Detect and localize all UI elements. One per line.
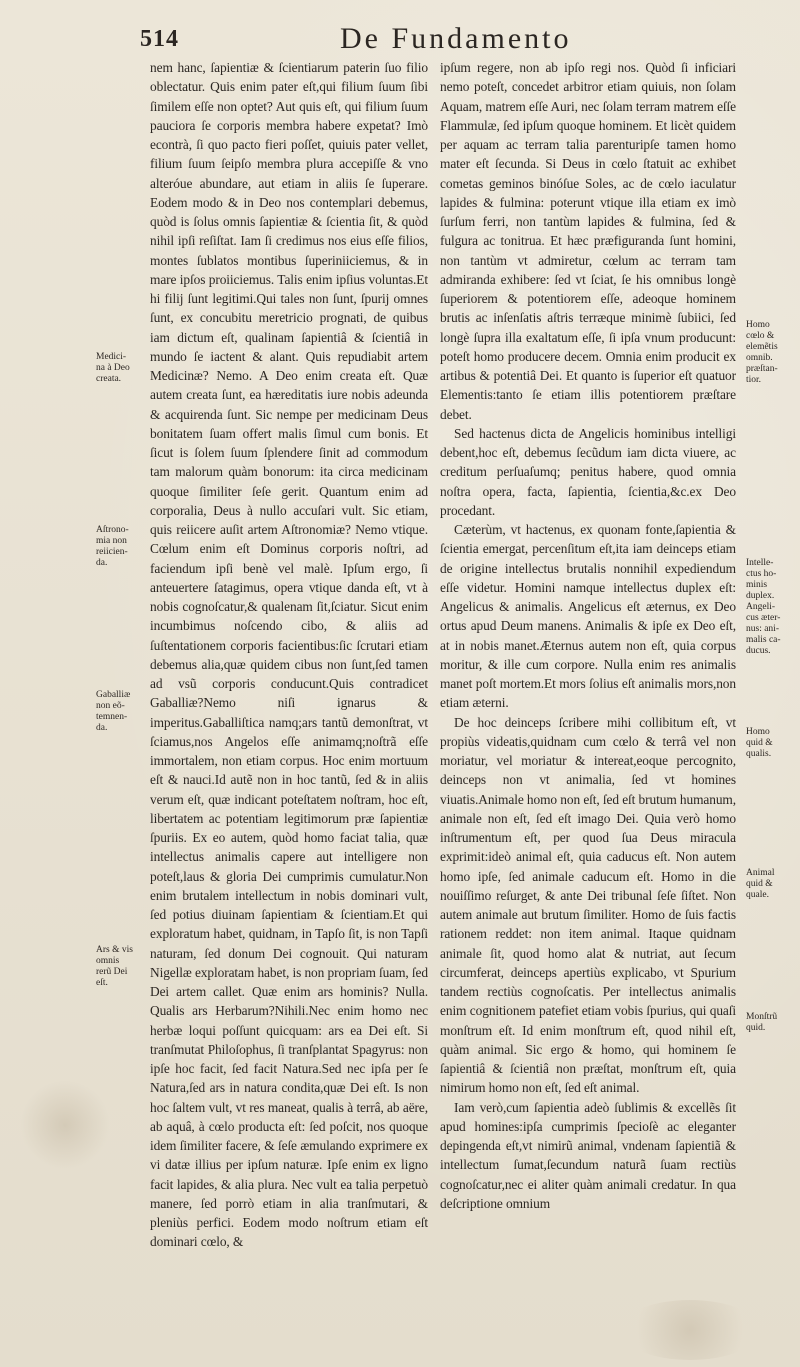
- margin-note-astronomy: Aſtrono- mia non reiicien- da.: [96, 525, 129, 568]
- left-text-column: [150, 58, 428, 1252]
- margin-note-monstrum: Monſtrũ quid.: [746, 1012, 778, 1033]
- running-head: De Fundamento: [340, 22, 572, 55]
- paragraph: Iam verò,cum ſapientia adeò ſublimis & excellẽs ſit apud homines:ipſa cumprimis ſpecioſè ac eleganter depingenda eſt,vt nimirũ animal, vndenam ſapientiã & intellectum ſumat,ſecundum naturã ſuam rectiùs cognoſcatur,nec ei aliter quàm animali credatur. In qua deſcriptione omnium: [440, 1099, 736, 1211]
- paragraph: Sed hactenus dicta de Angelicis hominibus intelligi debent,hoc eſt, debemus ſecũdum iam dicta viuere, ac creditum perſuaſumq; penitus habere, quod omnia noſtra opera, facta, ſapientia, ſcientia,&c.ex Deo procedant.: [440, 425, 736, 518]
- right-text-column: [440, 58, 736, 1213]
- paragraph: nem hanc, ſapientiæ & ſcientiarum paterin ſuo filio oblectatur. Quis enim pater eſt,qui filium ſuum ſibi ſimilem eſſe non optet? Aut quis eſt, qui filium ſuum pauciora ſe corporis membra habere expetat? Imò econtrà, ſi quo pacto fieri poſſet, quiuis pater vellet, filium ſuum ſeipſo membra plura accepiſſe & vno alteróue abundare, aut etiam in aliis ſe ſuperare. Eodem modo & in Deo nos contemplari debemus, quòd is ſolus omnis ſapientiæ & ſcientia ſit, & quòd nihil ipſi reſiſtat. Iam ſi credimus nos eius eſſe filios, montes ſublatos montibus ſuperiniiciemus, & in mare ipſos proiiciemus. Talis enim ipſius voluntas.Et hi filij ſunt legitimi.Qui tales non ſunt, ſpurij omnes ſunt, ex concubitu meretricio prognati, de quibus iam dictum eſt, qualinam ſapientiâ & ſcientiâ in mundo ſe iactent & alant. Quis repudiabit artem Medicinæ? Nemo. A Deo enim creata eſt. Quæ autem creata ſunt, ea hæreditatis iure nobis adeunda & acquirenda ſunt. Sic nempe per medicinam Deus bonitatem ſuam offert malis ſimul cum bonis. Et ſicut is ſolem ſuum ſplendere ſinit ad commodum tam malorum quàm bonorum: ita circa medicinam quoque ſimiliter ſeſe gerit. Quantum enim ad corporalia, Deus à nullo accuſari vult. Sic etiam, quis reiicere auſit artem Aſtronomiæ? Nemo vtique. Cœlum enim eſt Dominus corporis noſtri, ad faciendum ipſi benè vel malè. Ipſum ergo, ſi anteuertere ſatagimus, opera vtique danda eſt, vt à nobis cognoſcatur,& qualenam ſit,ſciatur. Sicut enim incumbimus noſcendo cibo, & aliis ad ſuſtentationem corporis facientibus:ſic ſcrutari etiam debemus alia,quæ quidem cibus non ſunt,ſed tamen ad vsũ corporis conducunt.Quis contradicet Gaballiæ?Nemo niſi ignarus & imperitus.Gaballiſtica namq;ars tantũ demonſtrat, vt ſciamus,nos Angelos eſſe animamq;noſtrã eſſe immortalem, non etiam corpus. Hoc enim mortuum eſt & nauci.Id autẽ non in hoc tantũ, ſed & in aliis verum eſt, quæ indicant poteſtatem noſtram, hoc eſt, libertatem ac potentiam legitimorum præ ſapientiæ ſpuriis. Ex eo autem, quòd homo faciat talia, quæ intellectus animalis capere aut intelligere non poteſt,laus & gloria Dei cumprimis cumulatur.Non enim brutalem intellectum in nobis dominari vult, ſed potius diuinam ſapientiam & ſcientiam.Et qui exploratum habet, quidnam, in Tapſo ſit, is non Tapſi naturam, ſed donum Dei cognouit. Qui naturam Nigellæ exploratam habet, is non propriam ſuam, ſed Dei artem callet. Quæ enim ars hominis? Nulla. Qualis ars Herbarum?Nihili.Nec enim homo nec herbæ loqui poſſunt quicquam: ars ea Dei eſt. Si tranſmutat Philoſophus, ſi tranſplantat Spagyrus: non ipſe hoc facit, ſed facit Natura.Sed nec ipſa per ſe Natura,ſed ars in natura condita,quæ Dei eſt. Is non hoc ſaltem vult, vt res maneat, qualis à terrâ, ab aëre, ab aquâ, à cœlo producta eſt: ſed poſcit, nos quoque idem ſimiliter facere, & ſeſe æmulando exprimere ex vi datæ illius per ipſum naturæ. Ipſe enim ex ligno facit lapides, & alia plura. Nec vult ea talia perpetuò manere, ſed porrò etiam in alia tranſmutari, & pleniùs perfici. Eodem modo noſtrum etiam eſt dominari cœlo, &: [150, 60, 428, 1250]
- paragraph: ipſum regere, non ab ipſo regi nos. Quòd ſi inficiari nemo poteſt, concedet arbitror etiam quiuis, non ſolam Aquam, matrem eſſe Auri, nec ſolam terram matrem eſſe Flammulæ, ſed ipſum quoque hominem. Et licèt quidem per aquam ac terram talia parenturipſe tamen homo mater eſt ſecunda. Si Deus in cœlo ſtatuit ac exhibet cometas geminos binóſue Soles, ac de cœlo iaculatur lapides & fulmina: poterunt vtique illa etiam ex imò ſurſum ferri, non tantùm lapides & fulmina, ſed & fulgura ac tonitrua. Et hæc præfiguranda ſunt homini, non tantùm vt admiretur, cœlum ac terram tam admiranda exhibere: ſed vt ſciat, ſe his omnibus longè ſuperiorem & potentiorem eſſe, adeoque hominem brutis ac inſenſatis aſtris terræque minimè ſubiici, ſed longè ſupra illa exaltatum eſſe, ſi ipſa vnum producunt: poteſt homo producere decem. Omnia enim producit ex artibus & potentiâ Dei. Et quanto is ſuperior eſt quatuor Elementis:tanto ſe etiam illis potentiorem præſtare debet.: [440, 60, 736, 422]
- paragraph: De hoc deinceps ſcribere mihi collibitum eſt, vt propiùs videatis,quidnam cum cœlo & terrâ vel non moriatur, vel moriatur & intereat,eoque percognito, deinceps non vt animalia, ſed vt homines viuatis.Animale homo non eſt, ſed eſt brutum humanum, animale non eſt, ſed eſt imago Dei. Quia verò homo inſtrumentum eſt, per quod ſua Deus miracula exprimit:ideò animal eſt, quia caducus eſt. Non autem homo ipſe, ſed animale caducum eſt. Homo in die nouiſſimo reſurget, & ante Dei tribunal ſeſe ſiſtet. Non autem animale aut brutum ſimiliter. Homo de ſuis factis rationem reddet: non item animal. Itaque quidnam animale ſit, quod homo alat & nutriat, aut ſecum circumferat, deinceps apertiùs explicabo, vt Spurium tandem rectiùs cognoſcatis. Per intellectus animalis enim cognitionem patefiet etiam vobis ſpurius, qui quaſi monſtrum eſt. Id enim monſtrum eſt, quod nihil eſt, quàm animal. Sic ergo & homo, qui hominem ſe ſapientiâ & ſcientiâ non præſtat, monſtrum eſt, quia nimirum homo non eſt, ſed eſt animal.: [440, 714, 736, 1096]
- margin-note-animal-quid: Animal quid & quale.: [746, 868, 775, 900]
- margin-note-medicine: Medici- na à Deo creata.: [96, 352, 130, 384]
- paper-stain: [20, 1080, 110, 1170]
- margin-note-gaballia: Gaballiæ non eõ- temnen- da.: [96, 690, 131, 733]
- margin-note-homo-quid: Homo quid & qualis.: [746, 727, 773, 759]
- paper-stain: [620, 1300, 760, 1360]
- page-number: 514: [140, 26, 179, 52]
- margin-note-intellectus: Intelle- ctus ho- minis duplex. Angeli- cus æter- nus: ani- malis ca- ducus.: [746, 558, 781, 656]
- margin-note-ars: Ars & vis omnis rerũ Dei eſt.: [96, 945, 133, 988]
- margin-note-homo-caelo: Homo cœlo & elemẽtis omnib. præſtan- tior.: [746, 320, 778, 385]
- paragraph: Cæterùm, vt hactenus, ex quonam fonte,ſapientia & ſcientia emergat, percenſitum eſt,ita iam deinceps etiam de origine intellectus brutalis nonnihil expediendum eſſe videtur. Homini namque intellectus duplex eſt: Angelicus & animalis. Angelicus eſt æternus, ex Deo ortus apud Deum manens. Animalis & ipſe ex Deo eſt, at in nobis manet.Æternus autem non eſt, quia corpus moritur, & ille cum corpore. Nulla enim res animalis manet poſt mortem.Et mors ſolius eſt animalis mors,non etiam æterni.: [440, 522, 736, 711]
